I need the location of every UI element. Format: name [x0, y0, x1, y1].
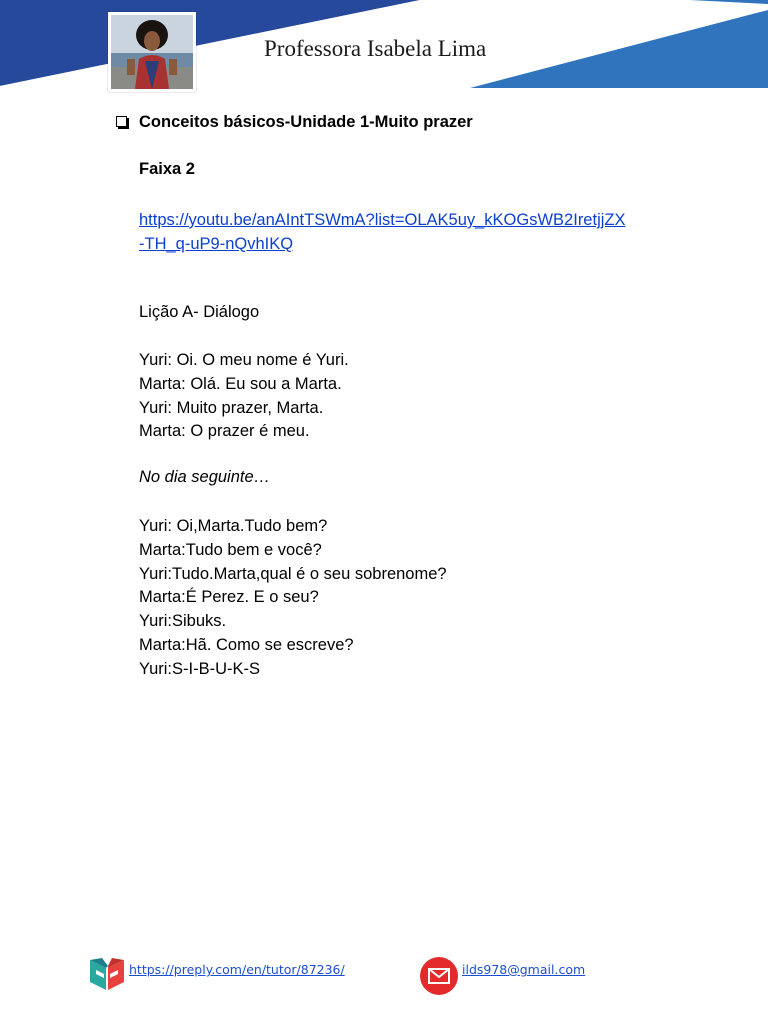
- dialogue-block-1: [139, 349, 349, 444]
- preply-link[interactable]: https://preply.com/en/tutor/87236/: [129, 962, 345, 977]
- youtube-link-line1[interactable]: https://youtu.be/anAIntTSWmA?list=OLAK5uy_kKOGsWB2IretjjZX: [139, 211, 626, 229]
- section-heading: Conceitos básicos-Unidade 1-Muito prazer: [139, 113, 473, 131]
- dialogue-line: Marta:É Perez. E o seu?: [139, 588, 319, 607]
- dialogue-line: Yuri: Oi,Marta.Tudo bem?: [139, 517, 328, 535]
- email-link[interactable]: ilds978@gmail.com: [462, 962, 586, 977]
- checkbox-bullet-icon: [116, 116, 127, 127]
- dialogue-line: Yuri:Sibuks.: [139, 612, 227, 631]
- preply-book-icon: [88, 956, 126, 992]
- dialogue-line: Yuri:Tudo.Marta,qual é o seu sobrenome?: [139, 564, 447, 583]
- dialogue-line: Yuri: Oi. O meu nome é Yuri.: [139, 351, 349, 369]
- lesson-title: Lição A- Diálogo: [139, 303, 260, 321]
- dialogue-line: Marta:Hã. Como se escreve?: [139, 635, 354, 654]
- dialogue-line: Yuri:S-I-B-U-K-S: [139, 659, 261, 678]
- header-title: Professora Isabela Lima: [264, 36, 487, 61]
- dialogue-block-2: [139, 515, 447, 682]
- scene-note: No dia seguinte…: [139, 468, 271, 486]
- envelope-icon: [419, 956, 459, 996]
- youtube-link[interactable]: [139, 208, 625, 256]
- youtube-link-line2[interactable]: -TH_q-uP9-nQvhIKQ: [139, 235, 294, 253]
- track-label: Faixa 2: [139, 160, 195, 178]
- dialogue-line: Yuri: Muito prazer, Marta.: [139, 398, 324, 417]
- profile-photo: [108, 12, 196, 92]
- dialogue-line: Marta: O prazer é meu.: [139, 422, 310, 441]
- dialogue-line: Marta: Olá. Eu sou a Marta.: [139, 374, 342, 393]
- dialogue-line: Marta:Tudo bem e você?: [139, 540, 322, 559]
